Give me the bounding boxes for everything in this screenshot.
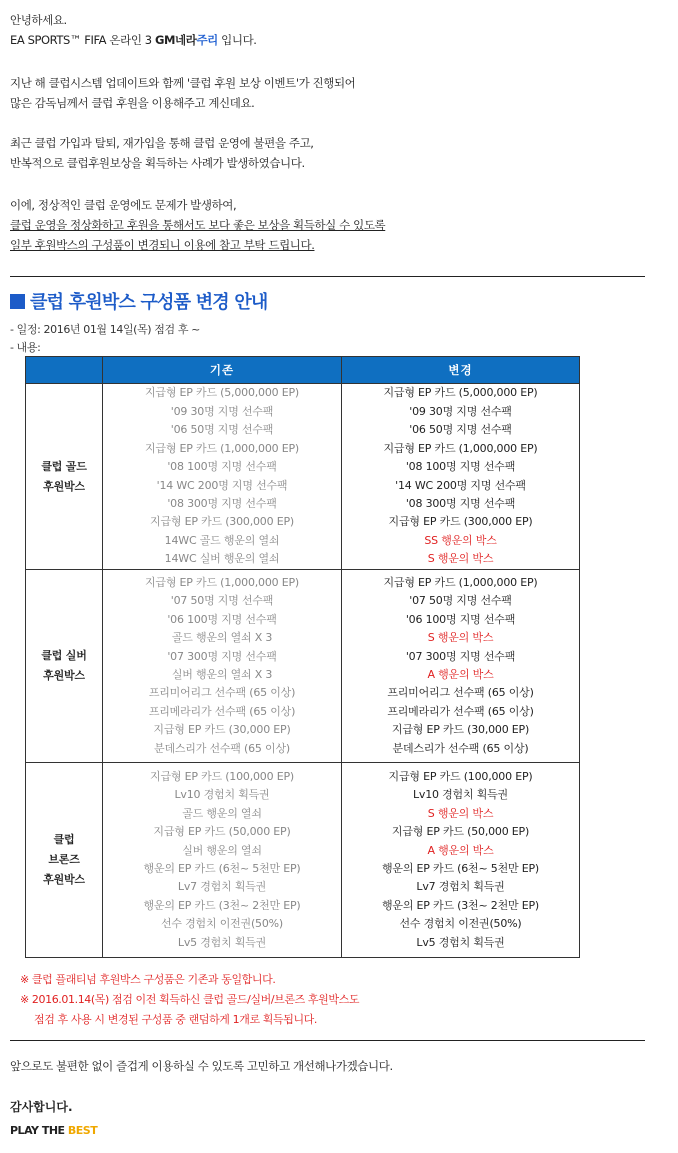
- closing-text: 앞으로도 불편한 없이 즐겁게 이용하실 수 있도록 고민하고 개선해나가겠습니다.: [10, 1059, 393, 1073]
- notes-block: [20, 970, 359, 1030]
- intro-paragraph-2: 최근 클럽 가입과 탈퇴, 재가입을 통해 클럽 운영에 불편을 주고, 반복적으로 클럽후원보상을 획득하는 사례가 발생하였습니다.: [10, 136, 314, 170]
- greeting: 안녕하세요.: [10, 13, 67, 27]
- reward-change-table: [25, 356, 580, 958]
- gm-label: GM: [154, 33, 176, 47]
- header-empty: [26, 357, 103, 384]
- square-bullet-icon: [10, 294, 25, 309]
- silver-after-list: 지급형 EP 카드 (1,000,000 EP) '07 50명 지명 선수팩 '06 100명 지명 선수팩 S 행운의 박스 '07 300명 지명 선수팩 A 행운의 박스 프리미어리그 선수팩 (65 이상) 프리메라리가 선수팩 (65 이상) 지급형 EP 카드 (30,000 EP) 분데스리가 선수팩 (65 이상): [342, 570, 580, 763]
- category-bronze: 클럽 브론즈 후원박스: [26, 763, 103, 958]
- bronze-before-list: 지급형 EP 카드 (100,000 EP) Lv10 경험치 획득권 골드 행운의 열쇠 지급형 EP 카드 (50,000 EP) 실버 행운의 열쇠 행운의 EP 카드 (6천~ 5천만 EP) Lv7 경험치 획득권 행운의 EP 카드 (3천~ 2천만 EP) 선수 경험치 이전권(50%) Lv5 경험치 획득권: [103, 763, 342, 958]
- table-row: [26, 384, 580, 570]
- bronze-after-list: 지급형 EP 카드 (100,000 EP) Lv10 경험치 획득권 S 행운의 박스 지급형 EP 카드 (50,000 EP) A 행운의 박스 행운의 EP 카드 (6천~ 5천만 EP) Lv7 경험치 획득권 행운의 EP 카드 (3천~ 2천만 EP) 선수 경험치 이전권(50%) Lv5 경험치 획득권: [342, 763, 580, 958]
- table-header-row: [26, 357, 580, 384]
- gm-name-2: 주리: [196, 33, 218, 47]
- gold-after-list: 지급형 EP 카드 (5,000,000 EP) '09 30명 지명 선수팩 '06 50명 지명 선수팩 지급형 EP 카드 (1,000,000 EP) '08 100명 지명 선수팩 '14 WC 200명 지명 선수팩 '08 300명 지명 선수팩 지급형 EP 카드 (300,000 EP) SS 행운의 박스 S 행운의 박스: [342, 384, 580, 570]
- note-random-reward: 점검 후 사용 시 변경된 구성품 중 랜덤하게 1개로 획득됩니다.: [34, 1013, 317, 1026]
- silver-before-list: 지급형 EP 카드 (1,000,000 EP) '07 50명 지명 선수팩 '06 100명 지명 선수팩 골드 행운의 열쇠 X 3 '07 300명 지명 선수팩 실버 행운의 열쇠 X 3 프리미어리그 선수팩 (65 이상) 프리메라리가 선수팩 (65 이상) 지급형 EP 카드 (30,000 EP) 분데스리가 선수팩 (65 이상): [103, 570, 342, 763]
- section-title: 클럽 후원박스 구성품 변경 안내: [10, 288, 268, 314]
- self-intro: EA SPORTS™ FIFA 온라인 3 GM네라주리 입니다.: [10, 33, 257, 47]
- table-row: [26, 570, 580, 763]
- schedule-text: - 일정: 2016년 01월 14일(목) 점검 후 ~: [10, 323, 200, 336]
- table-row: [26, 763, 580, 958]
- section-divider-top: [10, 276, 645, 277]
- header-before: 기존: [103, 357, 342, 384]
- header-after: 변경: [342, 357, 580, 384]
- section-divider-bottom: [10, 1040, 645, 1041]
- category-silver: 클럽 실버 후원박스: [26, 570, 103, 763]
- note-platinum: ※ 클럽 플래티넘 후원박스 구성품은 기존과 동일합니다.: [20, 973, 276, 986]
- gm-name-1: 네라: [175, 33, 197, 47]
- intro-paragraph-3: 이에, 정상적인 클럽 운영에도 문제가 발생하여, 클럽 운영을 정상화하고 후원을 통해서도 보다 좋은 보상을 획득하실 수 있도록 일부 후원박스의 구성품이 변경되니 이용에 참고 부탁 드립니다.: [10, 198, 386, 252]
- category-gold: 클럽 골드 후원박스: [26, 384, 103, 570]
- gold-before-list: 지급형 EP 카드 (5,000,000 EP) '09 30명 지명 선수팩 '06 50명 지명 선수팩 지급형 EP 카드 (1,000,000 EP) '08 100명 지명 선수팩 '14 WC 200명 지명 선수팩 '08 300명 지명 선수팩 지급형 EP 카드 (300,000 EP) 14WC 골드 행운의 열쇠 14WC 실버 행운의 열쇠: [103, 384, 342, 570]
- intro-greeting-block: [10, 10, 257, 50]
- content-label: - 내용:: [10, 341, 41, 354]
- note-existing-boxes: ※ 2016.01.14(목) 점검 이전 획득하신 클럽 골드/실버/브론즈 후원박스도: [20, 993, 360, 1006]
- brand-slogan: PLAY THE BEST: [10, 1124, 98, 1137]
- thanks-text: 감사합니다.: [10, 1100, 73, 1114]
- intro-paragraph-1: 지난 해 클럽시스템 업데이트와 함께 '클럽 후원 보상 이벤트'가 진행되어 많은 감독님께서 클럽 후원을 이용해주고 계신데요.: [10, 76, 356, 110]
